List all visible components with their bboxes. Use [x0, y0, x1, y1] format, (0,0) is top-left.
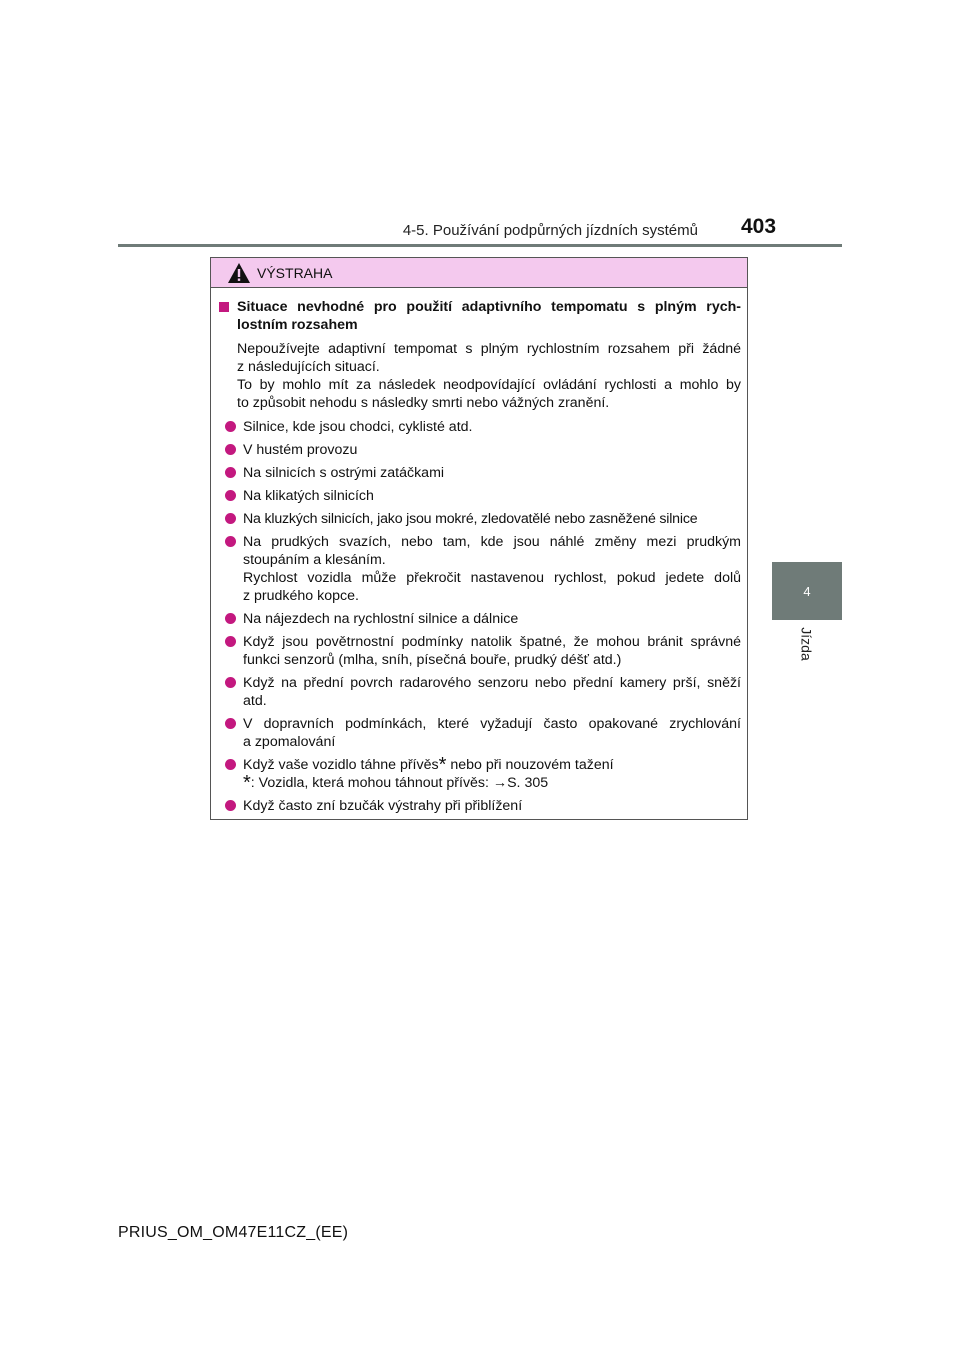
- list-item: [219, 510, 741, 528]
- circle-bullet-icon: [225, 536, 236, 547]
- intro-line: z následujících situací.: [237, 359, 380, 375]
- list-item-text: Silnice, kde jsou chodci, cyklisté atd.: [243, 419, 473, 435]
- square-bullet-icon: [219, 302, 229, 312]
- list-item-text: z prudkého kopce.: [243, 588, 359, 604]
- list-item: [219, 633, 741, 669]
- list-item: [219, 756, 741, 792]
- circle-bullet-icon: [225, 467, 236, 478]
- warning-heading: [219, 298, 741, 334]
- list-item-text: Na nájezdech na rychlostní silnice a dálnice: [243, 611, 519, 627]
- list-item: [219, 441, 741, 459]
- list-item-text: V dopravních podmínkách, které vyžadují často opakované zrychlování: [243, 716, 741, 732]
- footnote-text: : Vozidla, která mohou táhnout přívěs: →S. 305: [250, 775, 549, 791]
- circle-bullet-icon: [225, 421, 236, 432]
- intro-line: To by mohlo mít za následek neodpovídající ovládání rychlosti a mohlo by: [237, 377, 741, 393]
- section-title: 4-5. Používání podpůrných jízdních systémů: [402, 222, 698, 239]
- list-item-text-part: Když vaše vozidlo táhne přívěs: [243, 757, 439, 773]
- chapter-label: [794, 624, 820, 664]
- warning-box: [210, 257, 748, 820]
- list-item-text: Na klikatých silnicích: [243, 488, 374, 504]
- circle-bullet-icon: [225, 677, 236, 688]
- list-item-text: Na silnicích s ostrými zatáčkami: [243, 465, 445, 481]
- list-item-text: Na prudkých svazích, nebo tam, kde jsou náhlé změny mezi prudkým: [243, 534, 741, 550]
- circle-bullet-icon: [225, 800, 236, 811]
- warning-body: [211, 288, 747, 815]
- footnote-star: *: [243, 772, 251, 794]
- list-item-text-part: nebo při nouzovém tažení: [446, 757, 614, 773]
- circle-bullet-icon: [225, 490, 236, 501]
- list-item: [219, 533, 741, 605]
- list-item-text: funkci senzorů (mlha, sníh, písečná bouře, prudký déšť atd.): [243, 652, 622, 668]
- footnote-star: *: [438, 754, 447, 776]
- circle-bullet-icon: [225, 513, 236, 524]
- list-item-text: V hustém provozu: [243, 442, 358, 458]
- chapter-number: 4: [803, 583, 811, 599]
- list-item: [219, 464, 741, 482]
- list-item-text: Když jsou povětrnostní podmínky natolik špatné, že mohou bránit správné: [243, 634, 741, 650]
- warning-header: [211, 258, 747, 288]
- circle-bullet-icon: [225, 444, 236, 455]
- circle-bullet-icon: [225, 636, 236, 647]
- intro-line: Nepoužívejte adaptivní tempomat s plným rychlostním rozsahem při žádné: [237, 341, 741, 357]
- list-item: [219, 610, 741, 628]
- intro-line: to způsobit nehodu s následky smrti nebo vážných zranění.: [237, 395, 610, 411]
- list-item-text: Na kluzkých silnicích, jako jsou mokré, zledovatělé nebo zasněžené silnice: [243, 511, 698, 527]
- chapter-label-text: Jízda: [799, 627, 815, 661]
- list-item-text: stoupáním a klesáním.: [243, 552, 386, 568]
- list-item-text: Když na přední povrch radarového senzoru nebo přední kamery prší, sněží: [243, 675, 741, 691]
- circle-bullet-icon: [225, 759, 236, 770]
- list-item: [219, 487, 741, 505]
- warning-triangle-icon: [227, 262, 251, 284]
- circle-bullet-icon: [225, 613, 236, 624]
- list-item-text: [243, 756, 741, 774]
- list-item-text: a zpomalování: [243, 734, 336, 750]
- heading-line: lostním rozsahem: [237, 317, 358, 333]
- list-item: [219, 674, 741, 710]
- list-item: [219, 797, 741, 815]
- manual-code: PRIUS_OM_OM47E11CZ_(EE): [118, 1224, 349, 1241]
- heading-line: Situace nevhodné pro použití adaptivního tempomatu s plným rych-: [237, 299, 741, 315]
- warning-label: VÝSTRAHA: [257, 264, 333, 281]
- list-item: [219, 715, 741, 751]
- list-item-text: Když často zní bzučák výstrahy při přiblížení: [243, 798, 523, 814]
- header-rule: [118, 244, 842, 247]
- list-item: [219, 418, 741, 436]
- warning-intro: [237, 340, 741, 412]
- footnote-line: [243, 774, 741, 792]
- list-item-text: atd.: [243, 693, 267, 709]
- circle-bullet-icon: [225, 718, 236, 729]
- chapter-tab: [772, 562, 842, 620]
- page-number: 403: [741, 215, 777, 238]
- list-item-text: Rychlost vozidla může překročit nastavenou rychlost, pokud jedete dolů: [243, 570, 741, 586]
